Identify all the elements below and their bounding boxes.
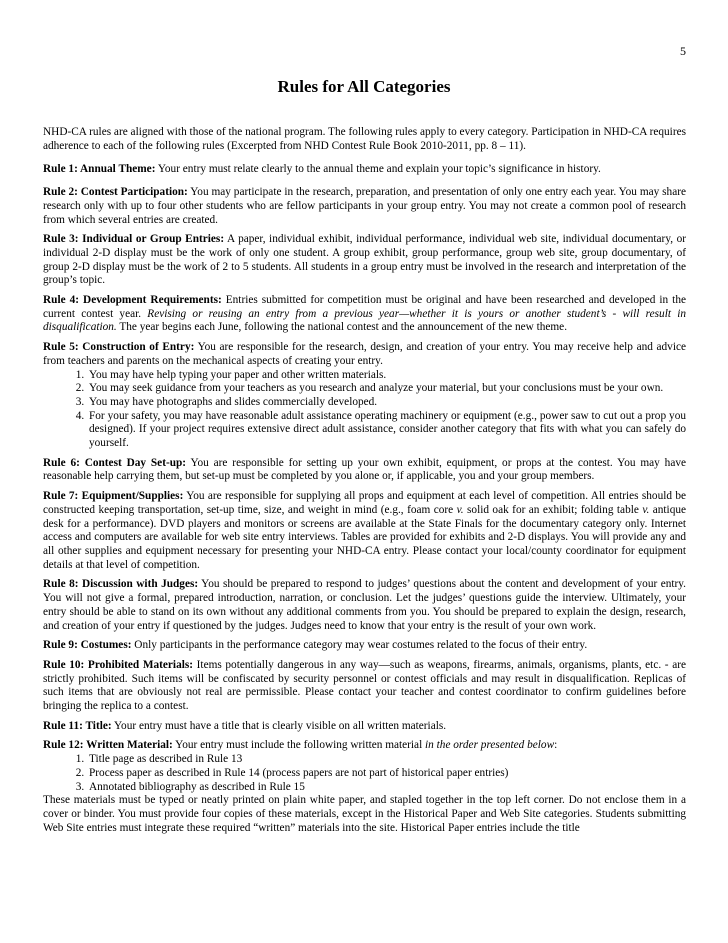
rule-8 (43, 578, 686, 633)
rule-12-list (43, 753, 686, 794)
rule-6-text: You are responsible for setting up your own exhibit, equipment, or props at the contest. You may have reasonable help carrying them, but set-up must be completed by you alone or, if applicable, you and your group members. (43, 456, 686, 483)
rule-4-text2: The year begins each June, following the national contest and the announcement of the new theme. (116, 321, 568, 334)
rule-2 (43, 186, 686, 227)
rule-11 (43, 720, 686, 734)
rule-7-text3: antique desk for a performance). DVD players and monitors or screens are available at the State Finals for the documentary category only. Internet access and computers are available for web site entry interviews. Tables are provided for exhibits and 2-D displays. You will provide any and all other supplies and equipment necessary for presenting your NHD-CA entry. Please contact your local/county coordinator for equipment details at that level of competition. (43, 503, 686, 571)
rule-7-label: Rule 7: Equipment/Supplies: (43, 490, 184, 503)
rule-12-continuation: These materials must be typed or neatly printed on plain white paper, and stapled together in the top left corner. Do not enclose them in a cover or binder. You must provide four copies of these materials, except in the Historical Paper and Web Site categories. Students submitting Web Site entries must integrate these required “written” materials into the site. Historical Paper entries include the title (43, 794, 686, 834)
list-item: 3. You may have photographs and slides commercially developed. (87, 396, 686, 410)
rule-9-text: Only participants in the performance category may wear costumes related to the focus of their entry. (131, 639, 588, 652)
rule-7-italic: v. (456, 503, 464, 516)
page-title: Rules for All Categories (277, 77, 451, 96)
rule-12-text2: : (554, 739, 558, 752)
rule-12-label: Rule 12: Written Material: (43, 739, 173, 752)
rule-8-label: Rule 8: Discussion with Judges: (43, 578, 199, 591)
rule-9 (43, 639, 686, 653)
list-item: 1. You may have help typing your paper and other written materials. (87, 369, 686, 383)
rule-5 (43, 341, 686, 368)
rule-4-label: Rule 4: Development Requirements: (43, 294, 222, 307)
list-item: 1. Title page as described in Rule 13 (87, 753, 686, 767)
rule-4-text: Entries submitted for competition must be original and have been researched and developed in the current contest year. (43, 294, 686, 320)
rule-12 (43, 739, 686, 753)
list-item: 2. You may seek guidance from your teachers as you research and analyze your material, but your conclusions must be your own. (87, 382, 686, 396)
rule-7-text2: solid oak for an exhibit; folding table (463, 503, 643, 516)
rule-10 (43, 659, 686, 714)
rule-2-text: You may participate in the research, preparation, and presentation of only one entry each year. You may share research only with up to four other students who are fellow participants in your group entry. You may not create a common pool of research from which several entries are created. (43, 186, 686, 226)
rule-9-label: Rule 9: Costumes: (43, 639, 132, 652)
rule-10-text: Items potentially dangerous in any way—such as weapons, firearms, animals, organisms, plants, etc. - are strictly prohibited. Such items will be confiscated by security personnel or contest officials and may result in disqualification. Replicas of such items that are obviously not real are permissible. Please contact your teacher and contest coordinator to confirm guidelines before bringing the replica to a contest. (43, 658, 686, 713)
rule-7-text: You are responsible for supplying all props and equipment at each level of competition. All entries should be constructed keeping transportation, set-up time, size, and weight in mind (e.g., foam core (43, 490, 686, 516)
rule-7 (43, 490, 686, 572)
intro-paragraph: NHD-CA rules are aligned with those of the national program. The following rules apply to every category. Participation in NHD-CA requires adherence to each of the following rules (Excerpted from NHD Contest Rule Book 2010-2011, pp. 8 – 11). (43, 126, 686, 152)
rule-6 (43, 457, 686, 484)
rule-12-italic: in the order presented below (425, 739, 555, 752)
rule-2-label: Rule 2: Contest Participation: (43, 186, 188, 199)
rule-1 (43, 163, 686, 177)
rule-6-label: Rule 6: Contest Day Set-up: (43, 456, 187, 469)
rule-5-text: You are responsible for the research, design, and creation of your entry. You may receive help and advice from teachers and parents on the mechanical aspects of creating your entry. (43, 341, 686, 367)
rule-12-text: Your entry must include the following written material (172, 739, 426, 752)
rule-1-text: Your entry must relate clearly to the annual theme and explain your topic’s significance in history. (155, 163, 601, 176)
rule-5-label: Rule 5: Construction of Entry: (43, 341, 195, 354)
rule-11-label: Rule 11: Title: (43, 719, 112, 732)
rule-11-text: Your entry must have a title that is clearly visible on all written materials. (111, 719, 447, 732)
rule-3 (43, 233, 686, 288)
rule-8-text: You should be prepared to respond to judges’ questions about the content and development of your entry. You will not give a formal, prepared introduction, narration, or conclusion. Let the judges’ questions guide the interview. Ultimately, your entry should be able to stand on its own without any additional comments from you. You should be prepared to explain the design, research, and creation of your entry if questioned by the judges. Judges need to know that your entry is the result of your own work. (43, 578, 687, 632)
rule-4-italic: Revising or reusing an entry from a previous year—whether it is yours or another student’s - will result in disqualification. (43, 307, 686, 334)
page-number: 5 (680, 44, 686, 58)
rule-7-italic2: v. (642, 503, 650, 516)
list-item: 3. Annotated bibliography as described in Rule 15 (87, 781, 686, 795)
list-item: 2. Process paper as described in Rule 14 (process papers are not part of historical paper entries) (87, 767, 686, 781)
list-item: 4. For your safety, you may have reasonable adult assistance operating machinery or equipment (e.g., power saw to cut out a prop you designed). If your project requires extensive direct adult assistance, consider another category that fits with what you can safely do yourself. (87, 410, 686, 451)
rule-3-text: A paper, individual exhibit, individual performance, individual web site, individual documentary, or individual 2-D display must be the work of only one student. A group exhibit, group performance, group web site, group documentary, of group 2-D display must be the work of 2 to 5 students. All students in a group entry must be involved in the research and interpretation of the group’s topic. (43, 233, 686, 287)
rule-4 (43, 294, 686, 335)
document-body (43, 126, 686, 841)
rule-1-label: Rule 1: Annual Theme: (43, 163, 156, 176)
rule-3-label: Rule 3: Individual or Group Entries: (43, 233, 225, 246)
rule-5-list (43, 369, 686, 451)
rule-10-label: Rule 10: Prohibited Materials: (43, 658, 194, 671)
